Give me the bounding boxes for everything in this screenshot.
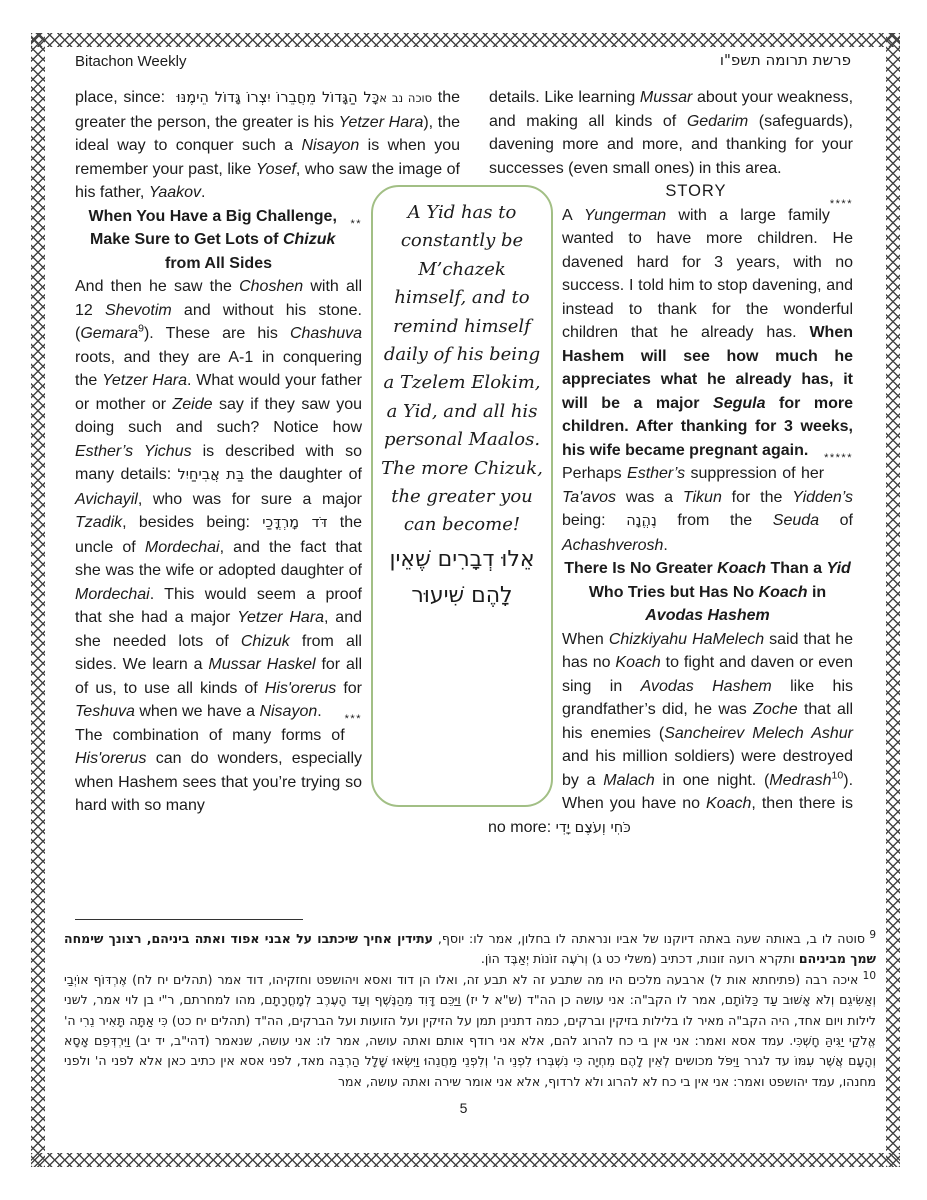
text-run: , who was for sure a major xyxy=(137,490,362,508)
text-run: the greater the person, the greater is his xyxy=(75,89,461,131)
hebrew-phrase: דֹּד מָרְדֳּכַי xyxy=(262,515,328,531)
text-run: Zeide xyxy=(172,395,213,413)
footnotes xyxy=(64,929,876,1092)
text-run: like his grandfather’s did, he was xyxy=(562,677,854,718)
text-run: Choshen xyxy=(239,278,304,295)
text-run: is when you remember your past, like xyxy=(75,137,461,178)
text-run: about your weakness, and making all kinds of xyxy=(489,89,854,130)
text-run: Mordechai xyxy=(75,585,150,603)
text-run: 9 xyxy=(865,928,876,941)
text-run: Yid xyxy=(826,560,851,577)
text-run: Mordechai xyxy=(144,538,220,556)
text-run: Segula xyxy=(713,394,766,412)
text-run: from all sides. We learn a xyxy=(75,632,362,673)
text-run: place, since: xyxy=(75,89,171,106)
text-run: There Is No Greater xyxy=(564,560,718,577)
text-run: say if they saw you doing such and such? Notice how xyxy=(75,395,362,436)
footnote-separator xyxy=(75,919,303,920)
text-run: Malach xyxy=(603,771,655,789)
text-run: being: xyxy=(562,512,627,529)
text-run: Sancheirev Melech Ashur xyxy=(664,724,853,742)
text-run: . xyxy=(201,184,206,201)
text-run: can do wonders, especially when Hashem sees that you’re trying so hard with so many xyxy=(75,750,362,814)
text-run: Ta'avos xyxy=(562,488,617,506)
text-run: Chizkiyahu HaMelech xyxy=(608,630,765,648)
text-run: . xyxy=(663,536,668,554)
text-run: Yetzer Hara xyxy=(338,113,424,131)
text-run: ***** xyxy=(824,451,853,464)
text-run: *** xyxy=(344,713,362,725)
text-run: STORY xyxy=(665,182,727,200)
text-run: and his million soldiers) were destroyed by a xyxy=(562,748,853,789)
text-run: Gedarim xyxy=(686,112,749,130)
text-run: Achashverosh xyxy=(562,536,664,554)
text-run: **** xyxy=(829,198,853,210)
text-run: 9 xyxy=(138,322,144,335)
text-run: His'orerus xyxy=(264,679,337,697)
text-run: . xyxy=(317,703,322,720)
text-run: Koach xyxy=(758,583,808,601)
text-run: for all of us, to use all kinds of xyxy=(75,656,362,697)
text-run: Tikun xyxy=(682,488,722,506)
text-run: when we have a xyxy=(134,703,260,720)
text-run: for the xyxy=(721,488,793,506)
decorative-border-bottom xyxy=(31,1153,900,1167)
text-wrap-spacer xyxy=(460,86,461,185)
hebrew-phrase: בַּת אֲבִיחַיִל xyxy=(177,467,245,483)
decorative-border-right xyxy=(886,33,900,1167)
text-run: roots, and they are A-1 in conquering the xyxy=(75,348,362,389)
text-run: in xyxy=(807,583,827,601)
text-run: Seuda xyxy=(772,512,820,529)
pull-quote-text: A Yid has to constantly be M’chazek himself, and to remind himself daily of his being a Tzelem Elokim, a Yid, and all his personal Maalos. The more Chizuk, the greater you can become! xyxy=(381,202,543,536)
text-run: 10 xyxy=(858,969,877,982)
text-run: ** xyxy=(350,217,362,230)
text-run: Avodas Hashem xyxy=(640,677,772,695)
text-run: Mussar Haskel xyxy=(208,656,316,673)
text-run: in one night. ( xyxy=(654,771,770,789)
text-run: is described with so many details: xyxy=(75,442,363,483)
text-run: Who Tries but Has No xyxy=(588,583,759,601)
text-run: Nisayon xyxy=(259,703,318,720)
decorative-border-top xyxy=(31,33,900,47)
page-number: 5 xyxy=(459,1100,468,1116)
text-run: with a large family wanted to have more children. He davened hard for 3 years, with no success. I told him to stop davening, and instead to thank for the wonderful children that he already has. xyxy=(562,206,853,341)
text-run: And then he saw the xyxy=(75,278,240,295)
text-run: Koach xyxy=(717,560,767,577)
text-run: His'orerus xyxy=(75,750,147,767)
text-run: Than a xyxy=(766,560,827,577)
text-run: ), the ideal way to conquer such a xyxy=(75,113,460,154)
text-run: Avichayil xyxy=(75,490,138,508)
text-run: the uncle of xyxy=(75,514,362,556)
text-run: Koach xyxy=(615,654,661,671)
text-run: 10 xyxy=(831,769,844,782)
text-run: from the xyxy=(656,512,773,529)
text-run: was a xyxy=(616,488,683,506)
footnote-10 xyxy=(64,970,876,1092)
text-run: Gemara xyxy=(80,325,139,342)
text-run: Shevotim xyxy=(105,301,172,319)
hebrew-phrase: נֶהֱנָה xyxy=(626,513,657,529)
text-run: Zoche xyxy=(753,701,798,718)
text-run: When xyxy=(562,630,609,648)
parsha-header: פרשת תרומה תשפ"ו xyxy=(719,51,851,69)
text-run: Chizuk xyxy=(240,632,290,650)
text-run: Yaakov xyxy=(148,184,202,201)
text-run: of xyxy=(819,512,854,529)
text-run: סוטה לו ב, באותה שעה באתה דיוקנו של אביו ונראתה לו בחלון, אמר לו: יוסף, xyxy=(432,931,866,946)
text-run: Nisayon xyxy=(301,137,360,154)
text-run: Yetzer Hara xyxy=(237,609,325,626)
text-run: Chizuk xyxy=(282,231,336,248)
pull-quote-hebrew: אֵלוּ דְבָרִים שֶׁאֵין לָהֶם שִׁיעוּר xyxy=(389,546,535,608)
text-run: When You Have a Big Challenge, Make Sure to Get Lots of xyxy=(88,207,337,248)
text-run: that all his enemies ( xyxy=(562,701,853,742)
hebrew-phrase: סוכה נב א xyxy=(379,91,433,105)
text-run: , and the fact that she was the wife or adopted daughter of xyxy=(75,538,362,579)
decorative-border-left xyxy=(31,33,45,1167)
text-run: Perhaps xyxy=(562,465,628,482)
hebrew-phrase: כֹּחִי וְעֹצֶם יָדִי xyxy=(555,819,631,836)
text-run: . What would your father or mother or xyxy=(75,372,363,413)
newsletter-title: Bitachon Weekly xyxy=(75,53,187,70)
text-run: עתידין אחיך שיכתבו על אבני אפוד ואתה ביניהם, רצונך שימחה שמך מביניהם xyxy=(64,931,876,967)
text-run: Medrash xyxy=(769,771,832,789)
text-run: for more children. After thanking for 3 weeks, his wife became pregnant again. xyxy=(562,394,854,459)
text-run: . This would seem a proof that she had a major xyxy=(75,585,362,626)
text-run: , besides being: xyxy=(122,514,263,531)
text-run: with all 12 xyxy=(75,278,362,319)
hebrew-phrase: כָּל הַגָּדוֹל מֵחֲבֵרוֹ יִצְרוֹ גָּדוֹל הֵימֶנּוּ xyxy=(170,90,380,106)
text-run: , and she needed lots of xyxy=(75,609,363,650)
text-run: A xyxy=(562,206,585,224)
text-run: ). When you have no xyxy=(562,771,854,812)
footnote-9 xyxy=(64,929,876,970)
text-run: Tzadik xyxy=(75,514,123,531)
text-run: Avodas Hashem xyxy=(645,607,770,624)
text-run: (safeguards), davening more and more, and thanking for your successes (even small ones) in this area. xyxy=(489,112,854,177)
text-run: ). These are his xyxy=(143,325,290,342)
text-run: said that he has no xyxy=(562,630,854,671)
text-run: from All Sides xyxy=(165,254,272,272)
text-run: Chashuva xyxy=(289,325,362,342)
text-run: Yosef xyxy=(255,160,296,178)
text-run: ותקרא רועה זונות, דכתיב (משלי כט ג) וְרֹעֶה זוֹנוֹת יְאַבֶּד הוֹן. xyxy=(480,951,799,967)
text-run: איכה רבה (פתיחתא אות ל) ארבעה מלכים היו מה שתבע זה לא תבע זה, ואלו הן דוד ואסא ויהושפט וחזקיהו, דוד אמר (תהלים יח לח) אֶרְדּוֹף אוֹיְבַי וְאַשִּׂיגֵם וְלֹא אָשׁוּב עַד כַּלּוֹתָם, אמר לו הקב"ה: אני עושה כן הה"ד (ש"א ל יז) וַיַּכֵּם דָּוִד מֵהַנֶּשֶׁף וְעַד הָעֶרֶב לְמָחֳרָתָם, מהו למחרתם, ר"י בן לוי אמר, לשני לילות ויום אחד, היה הקב"ה מאיר לו בלילות בזיקין וברקים, כמה דתנינן תמן על הזיקין ועל הזועות ועל הברקים, הה"ד (תהלים יח כט) כִּי אַתָּה תָּאִיר נֵרִי ה' אֱלֹקַי יַגִּיהַּ חָשְׁכִּי. עמד אסא ואמר: אני אין בי כח להרוג להם, אלא אני רודף אותם ואתה עושה, אמר לו: אני עושה, שנאמר (דהי"ב, יד יב) וַיִּרְדְּפֵם אָסָא וְהָעָם אֲשֶׁר עִמּוֹ עד לגרר וַיִּפֹּל מכושים לְאֵין לָהֶם מִחְיָה כִּי נִשְׁבְּרוּ לִפְנֵי ה' וְלִפְנֵי מַחֲנֵהוּ וַיִּשְׂאוּ שָׁלָל הַרְבֵּה מאד, לפני אסא אין כתיב כאן אלא לפני ה' ולפני מחנהו, עמד יהושפט ואמר: אני אין בי כח לא להרוג ולא לרדוף, אלא אני אומר שירה ואתה עושה, אמר xyxy=(64,971,876,1089)
text-run: Teshuva xyxy=(75,703,135,720)
text-run: , who saw the image of his father, xyxy=(75,160,460,201)
text-run: Yetzer Hara xyxy=(102,372,187,389)
text-run: Yungerman xyxy=(584,206,667,224)
text-run: Koach xyxy=(706,795,752,812)
text-run: for xyxy=(336,679,362,697)
text-run: the daughter of xyxy=(244,466,362,483)
text-run: Esther’s xyxy=(627,465,686,482)
text-run: and without his stone. ( xyxy=(75,301,362,342)
text-run: suppression of her xyxy=(685,465,825,482)
text-run: Yidden’s xyxy=(792,488,854,506)
text-run: When Hashem will see how much he appreciates what he already has, it will be a major xyxy=(562,324,853,412)
text-run: The combination of many forms of xyxy=(75,726,345,744)
text-run: Esther’s Yichus xyxy=(75,442,192,460)
text-run: details. Like learning xyxy=(489,89,640,106)
text-run: , then there is no more: xyxy=(488,795,853,836)
text-run: Mussar xyxy=(639,89,693,106)
pull-quote-box xyxy=(371,185,553,807)
text-run: to fight and daven or even sing in xyxy=(562,654,854,695)
